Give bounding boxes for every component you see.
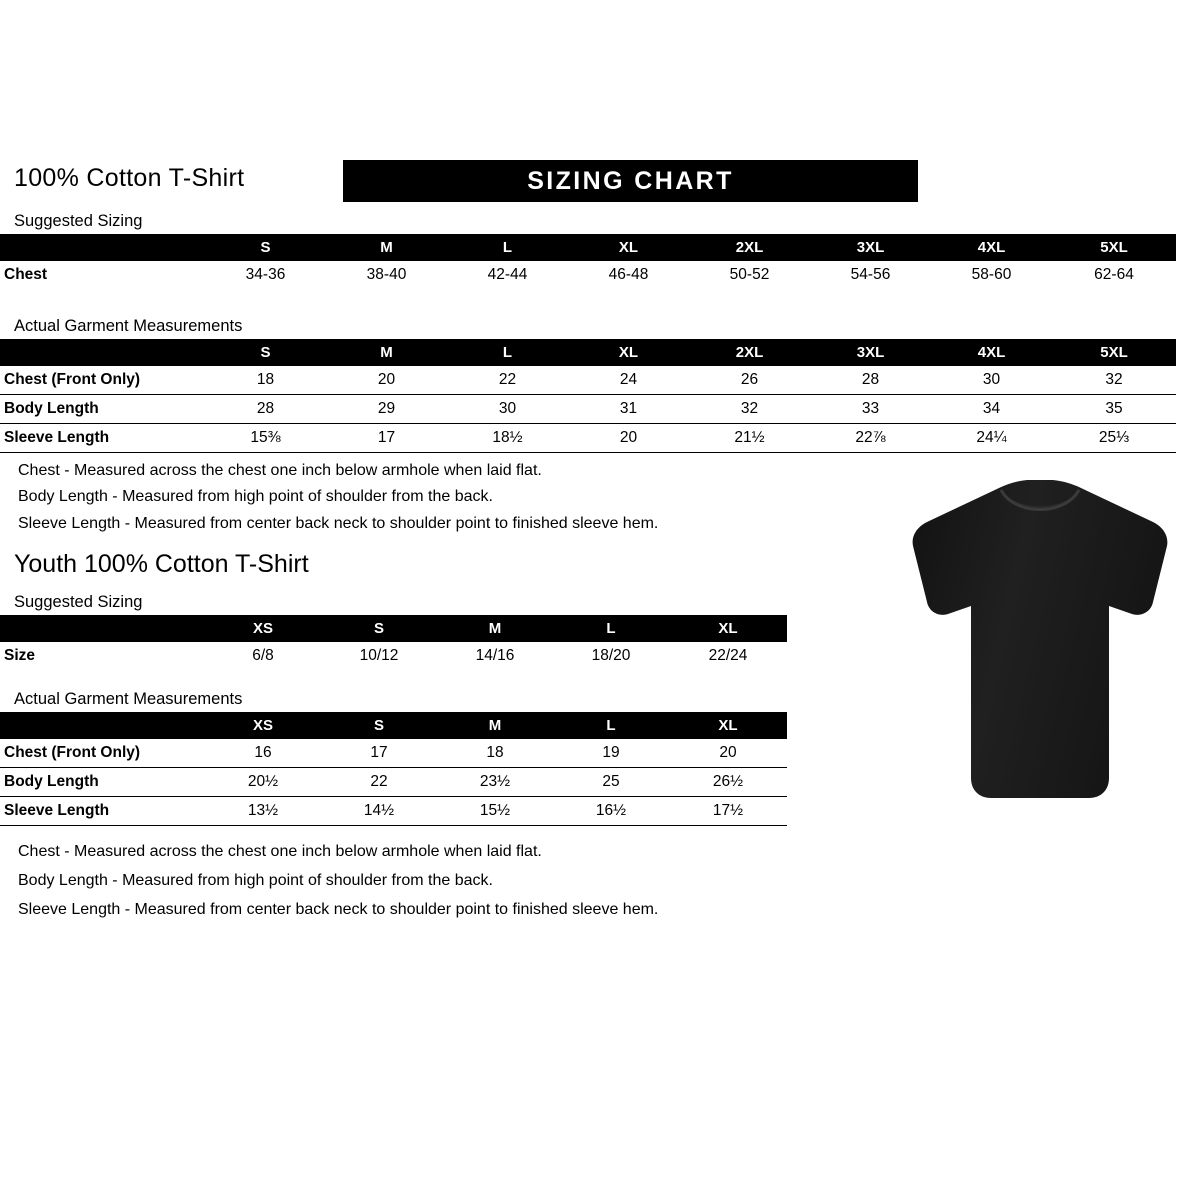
adult-note-body-length: Body Length - Measured from high point of shoulder from the back. [18,488,493,505]
table-cell: 29 [326,395,447,424]
youth-suggested-sizing-label: Suggested Sizing [14,593,143,611]
column-header: XL [669,615,787,642]
table-cell: 26½ [669,768,787,797]
column-header: S [321,712,437,739]
table-cell: 13½ [205,797,321,826]
column-header: XL [669,712,787,739]
table-cell: 25 [553,768,669,797]
youth-section-title: Youth 100% Cotton T-Shirt [14,550,309,578]
column-header: L [447,339,568,366]
column-header: 5XL [1052,234,1176,261]
adult-suggested-sizing-label: Suggested Sizing [14,212,143,230]
table-cell: 6/8 [252,647,274,664]
table-cell: 62-64 [1094,266,1134,283]
table-cell: 28 [205,395,326,424]
column-header: S [205,339,326,366]
table-header-row [0,712,787,739]
column-header: 4XL [931,339,1052,366]
table-cell: 18 [205,366,326,395]
table-cell: 54-56 [850,266,891,283]
column-header: 3XL [810,339,931,366]
table-cell: 21½ [689,424,810,453]
table-cell: 28 [810,366,931,395]
table-cell: 15½ [437,797,553,826]
youth-suggested-sizing-table [0,615,787,670]
table-cell: 14½ [321,797,437,826]
column-header: S [321,615,437,642]
column-header: 2XL [689,339,810,366]
table-cell: 34 [931,395,1052,424]
column-header: M [437,712,553,739]
table-cell: 25⅓ [1052,424,1176,453]
table-cell: 20½ [205,768,321,797]
table-header-row [0,234,1176,261]
table-row [0,261,1176,289]
column-header: 4XL [931,234,1052,261]
page-title: 100% Cotton T-Shirt [14,164,245,192]
adult-actual-measurements-table [0,339,1176,453]
table-cell: 32 [1052,366,1176,395]
table-cell: 32 [689,395,810,424]
youth-actual-measurements-table [0,712,787,826]
row-header: Size [4,647,36,664]
table-cell: 50-52 [729,266,770,283]
table-row [0,797,787,826]
header-row [14,160,1189,202]
table-cell: 22 [321,768,437,797]
adult-suggested-sizing-table [0,234,1176,289]
adult-note-sleeve-length: Sleeve Length - Measured from center back neck to shoulder point to finished sleeve hem. [18,515,659,532]
column-header [0,712,205,739]
table-cell: 17 [326,424,447,453]
adult-note-chest: Chest - Measured across the chest one inch below armhole when laid flat. [18,462,542,479]
table-cell: 10/12 [359,647,399,664]
table-cell: 22/24 [708,647,748,664]
table-row [0,768,787,797]
adult-actual-measurements-label: Actual Garment Measurements [14,317,243,335]
column-header: XL [568,234,689,261]
column-header: XS [205,615,321,642]
table-cell: 31 [568,395,689,424]
row-header: Chest (Front Only) [0,739,205,768]
column-header: M [326,339,447,366]
table-cell: 30 [931,366,1052,395]
row-header: Chest [4,266,48,283]
table-cell: 30 [447,395,568,424]
table-cell: 35 [1052,395,1176,424]
column-header: S [205,234,326,261]
sizing-chart-banner-label: SIZING CHART [527,166,734,195]
table-cell: 58-60 [971,266,1012,283]
table-cell: 15⅜ [205,424,326,453]
table-row [0,642,787,670]
table-cell: 22 [447,366,568,395]
column-header: M [437,615,553,642]
column-header: XS [205,712,321,739]
table-cell: 16 [205,739,321,768]
table-cell: 24 [568,366,689,395]
table-cell: 14/16 [475,647,515,664]
table-cell: 18½ [447,424,568,453]
table-cell: 20 [326,366,447,395]
column-header: L [553,615,669,642]
table-cell: 42-44 [487,266,528,283]
t-shirt-illustration [895,478,1185,808]
column-header: XL [568,339,689,366]
column-header [0,234,205,261]
table-row [0,424,1176,453]
column-header: L [447,234,568,261]
row-header: Sleeve Length [0,797,205,826]
table-cell: 38-40 [366,266,407,283]
table-cell: 33 [810,395,931,424]
table-cell: 17½ [669,797,787,826]
sizing-chart-banner [343,160,918,202]
table-cell: 26 [689,366,810,395]
table-cell: 18/20 [591,647,631,664]
youth-actual-measurements-label: Actual Garment Measurements [14,690,243,708]
column-header: 3XL [810,234,931,261]
table-cell: 23½ [437,768,553,797]
table-cell: 34-36 [245,266,286,283]
row-header: Body Length [0,768,205,797]
table-cell: 20 [669,739,787,768]
table-cell: 24¼ [931,424,1052,453]
youth-note-body-length: Body Length - Measured from high point of shoulder from the back. [18,872,493,889]
table-cell: 19 [553,739,669,768]
table-header-row [0,339,1176,366]
column-header [0,339,205,366]
table-cell: 46-48 [608,266,649,283]
row-header: Sleeve Length [0,424,205,453]
column-header: 5XL [1052,339,1176,366]
row-header: Body Length [0,395,205,424]
table-cell: 17 [321,739,437,768]
youth-note-chest: Chest - Measured across the chest one inch below armhole when laid flat. [18,843,542,860]
table-header-row [0,615,787,642]
table-cell: 18 [437,739,553,768]
column-header: L [553,712,669,739]
column-header [0,615,205,642]
table-cell: 22⅞ [810,424,931,453]
table-cell: 20 [568,424,689,453]
row-header: Chest (Front Only) [0,366,205,395]
table-cell: 16½ [553,797,669,826]
column-header: 2XL [689,234,810,261]
table-row [0,366,1176,395]
table-row [0,395,1176,424]
table-row [0,739,787,768]
t-shirt-icon [895,478,1185,808]
column-header: M [326,234,447,261]
youth-note-sleeve-length: Sleeve Length - Measured from center back neck to shoulder point to finished sleeve hem. [18,901,659,918]
